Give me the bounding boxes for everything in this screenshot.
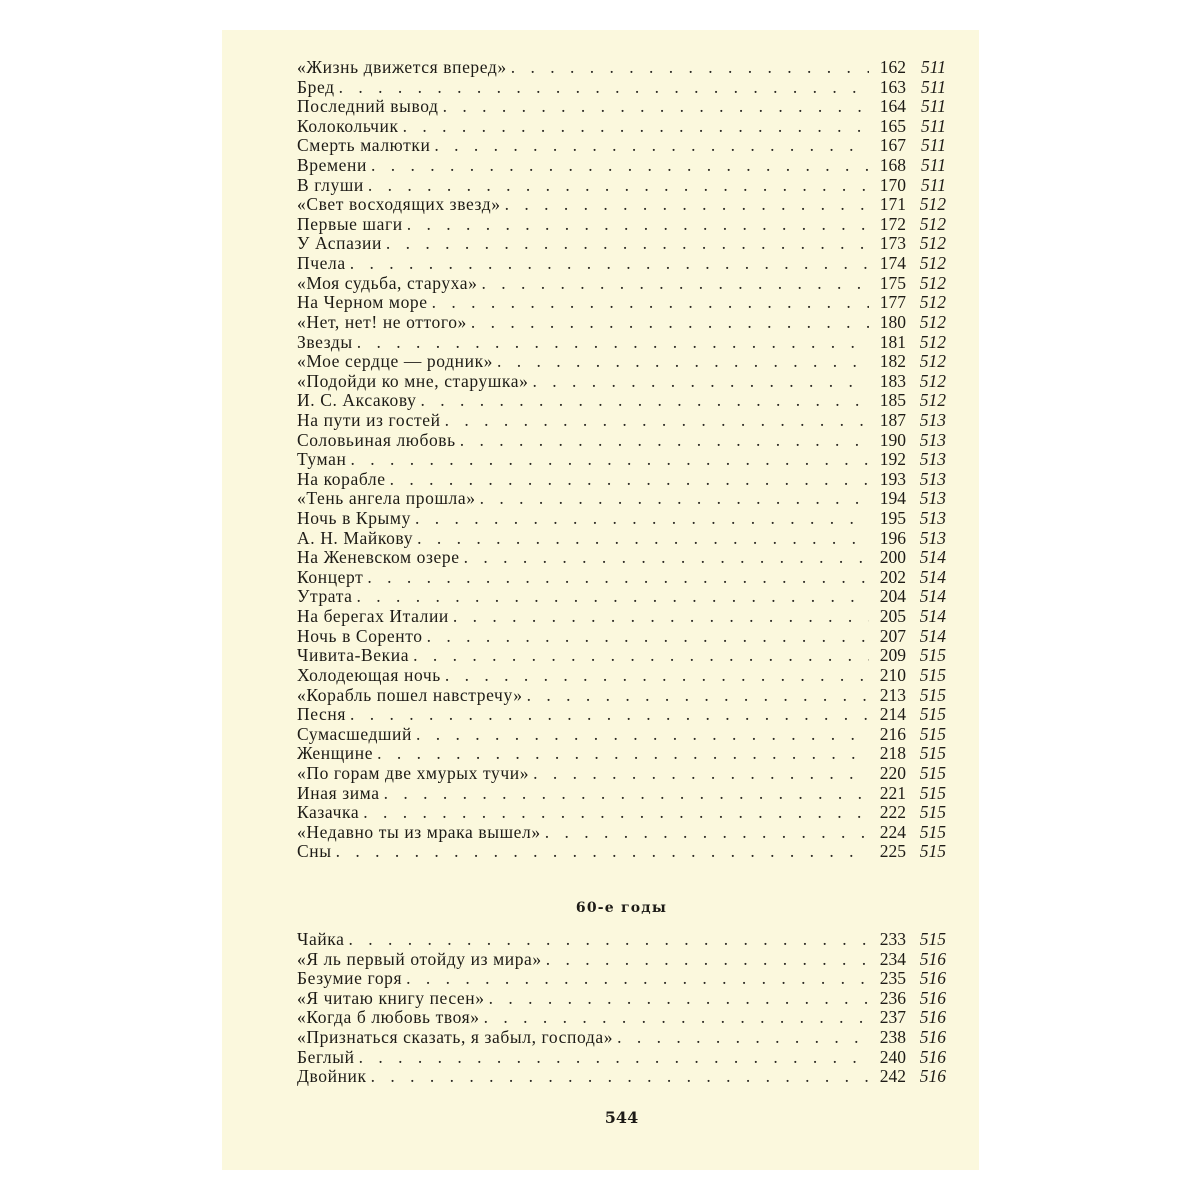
- dot-leader: [350, 705, 869, 725]
- toc-entry-note-page: 513: [919, 488, 946, 509]
- dot-leader: [368, 176, 869, 196]
- toc-entry: [297, 156, 946, 176]
- toc-entry: [297, 195, 946, 215]
- toc-entry: [297, 78, 946, 98]
- toc-entry-note-page: 515: [919, 929, 946, 949]
- toc-entry-page: 181: [879, 331, 906, 352]
- toc-entry-page: 196: [879, 527, 906, 548]
- dot-leader: [377, 744, 869, 764]
- toc-entry-note-page: 513: [919, 429, 946, 450]
- toc-entry: [297, 234, 946, 254]
- dot-leader: [406, 969, 869, 989]
- toc-entry: [297, 627, 946, 647]
- toc-entry: [297, 372, 946, 392]
- dot-leader: [484, 1008, 869, 1028]
- toc-entry-page: 237: [879, 1007, 906, 1028]
- toc-entry-note-page: 516: [919, 948, 946, 969]
- toc-entry-page: 213: [879, 684, 906, 705]
- toc-entry-title: «Свет восходящих звезд»: [297, 194, 501, 215]
- toc-entry: [297, 489, 946, 509]
- toc-entry-page: 162: [879, 57, 906, 77]
- toc-entry: [297, 176, 946, 196]
- dot-leader: [471, 313, 869, 333]
- toc-entry-title: Колокольчик: [297, 115, 399, 136]
- toc-entry-title: «Нет, нет! не оттого»: [297, 311, 467, 332]
- toc-entry: [297, 764, 946, 784]
- toc-entry-note-page: 515: [919, 782, 946, 803]
- toc-entry: [297, 274, 946, 294]
- toc-entry-note-page: 515: [919, 704, 946, 725]
- toc-entry-page: 164: [879, 96, 906, 117]
- toc-entry: [297, 705, 946, 725]
- toc-entry-note-page: 516: [919, 968, 946, 989]
- toc-entry: [297, 509, 946, 529]
- toc-entry-note-page: 512: [919, 194, 946, 215]
- toc-entry-page: 187: [879, 409, 906, 430]
- toc-entry-title: «Жизнь движется вперед»: [297, 57, 507, 77]
- toc-entry-note-page: 512: [919, 233, 946, 254]
- toc-entry: [297, 1067, 946, 1087]
- toc-entry-note-page: 512: [919, 311, 946, 332]
- toc-entry-title: На пути из гостей: [297, 409, 441, 430]
- dot-leader: [533, 764, 869, 784]
- toc-entry-note-page: 512: [919, 292, 946, 313]
- toc-entry-title: В глуши: [297, 174, 364, 195]
- toc-entry-page: 163: [879, 76, 906, 97]
- toc-entry-title: Туман: [297, 449, 347, 470]
- toc-entry-title: Беглый: [297, 1046, 355, 1067]
- toc-entry-title: Казачка: [297, 802, 360, 823]
- toc-entry-note-page: 514: [919, 586, 946, 607]
- toc-entry-page: 240: [879, 1046, 906, 1067]
- toc-entry: [297, 470, 946, 490]
- toc-entry-title: Безумие горя: [297, 968, 403, 989]
- toc-entry: [297, 744, 946, 764]
- toc-entry-note-page: 511: [921, 174, 946, 195]
- toc-entry-title: На корабле: [297, 468, 386, 489]
- toc-entry: [297, 548, 946, 568]
- toc-entry-note-page: 515: [919, 802, 946, 823]
- toc-entry-title: «Признаться сказать, я забыл, господа»: [297, 1027, 614, 1048]
- toc-entry-title: Соловьиная любовь: [297, 429, 456, 450]
- toc-entry-title: «Я ль первый отойду из мира»: [297, 948, 542, 969]
- dot-leader: [417, 529, 869, 549]
- dot-leader: [453, 607, 869, 627]
- toc-entry-note-page: 514: [919, 547, 946, 568]
- toc-entry: [297, 784, 946, 804]
- page-number: 544: [604, 1108, 639, 1127]
- toc-entry-title: Чивита-Векиа: [297, 645, 410, 666]
- dot-leader: [545, 823, 869, 843]
- toc-entry: [297, 254, 946, 274]
- toc-entry-note-page: 515: [919, 645, 946, 666]
- dot-leader: [505, 195, 869, 215]
- section-heading: 60-е годы: [575, 900, 668, 916]
- toc-entry: [297, 803, 946, 823]
- dot-leader: [617, 1028, 869, 1048]
- toc-entry-title: «Моя судьба, старуха»: [297, 272, 478, 293]
- toc-entry-page: 180: [879, 311, 906, 332]
- dot-leader: [546, 950, 869, 970]
- toc-entry-title: «Подойди ко мне, старушка»: [297, 370, 529, 391]
- toc-entry-page: 224: [879, 821, 906, 842]
- toc-entry-title: Ночь в Крыму: [297, 508, 411, 529]
- toc-entry-title: Пчела: [297, 253, 346, 274]
- toc-entry-title: Сны: [297, 841, 332, 862]
- toc-entry-title: Первые шаги: [297, 213, 403, 234]
- toc-entry-title: Утрата: [297, 586, 353, 607]
- toc-entry-page: 225: [879, 841, 906, 862]
- dot-leader: [390, 470, 869, 490]
- toc-entry-note-page: 515: [919, 743, 946, 764]
- toc-entry-page: 171: [879, 194, 906, 215]
- toc-entry-note-page: 515: [919, 841, 946, 862]
- toc-entry-page: 222: [879, 802, 906, 823]
- toc-entry-note-page: 516: [919, 1046, 946, 1067]
- toc-entry-title: Времени: [297, 155, 367, 176]
- dot-leader: [386, 234, 869, 254]
- toc-entry-title: Песня: [297, 704, 347, 725]
- toc-entry: [297, 930, 946, 950]
- toc-entry: [297, 431, 946, 451]
- dot-leader: [371, 156, 869, 176]
- dot-leader: [349, 930, 869, 950]
- toc-entry: [297, 97, 946, 117]
- toc-entry: [297, 568, 946, 588]
- dot-leader: [533, 372, 870, 392]
- toc-entry-page: 172: [879, 213, 906, 234]
- toc-entry: [297, 646, 946, 666]
- toc-entry: [297, 842, 946, 862]
- toc-entry-title: «Мое сердце — родник»: [297, 351, 494, 372]
- toc-entry-page: 170: [879, 174, 906, 195]
- toc-entry-title: Чайка: [297, 929, 345, 949]
- toc-entry: [297, 666, 946, 686]
- toc-entry-title: На Черном море: [297, 292, 428, 313]
- toc-entry-note-page: 515: [919, 664, 946, 685]
- dot-leader: [384, 784, 869, 804]
- toc-entry-title: Звезды: [297, 331, 353, 352]
- toc-entry-title: «Я читаю книгу песен»: [297, 987, 485, 1008]
- toc-entry: [297, 1008, 946, 1028]
- toc-entry-title: А. Н. Майкову: [297, 527, 414, 548]
- toc-entry: [297, 391, 946, 411]
- toc-entry-page: 205: [879, 606, 906, 627]
- toc-entry-page: 175: [879, 272, 906, 293]
- toc-entry-page: 210: [879, 664, 906, 685]
- toc-entry-title: Концерт: [297, 566, 364, 587]
- toc-entry-note-page: 511: [921, 57, 946, 77]
- dot-leader: [464, 548, 869, 568]
- dot-leader: [420, 391, 869, 411]
- dot-leader: [357, 333, 869, 353]
- toc-entry: [297, 587, 946, 607]
- dot-leader: [427, 627, 869, 647]
- dot-leader: [363, 803, 869, 823]
- toc-entry: [297, 450, 946, 470]
- toc-entry-note-page: 512: [919, 272, 946, 293]
- toc-entry: [297, 117, 946, 137]
- dot-leader: [357, 587, 869, 607]
- toc-entry-page: 218: [879, 743, 906, 764]
- toc-entry-page: 168: [879, 155, 906, 176]
- toc-entry: [297, 529, 946, 549]
- dot-leader: [511, 58, 869, 78]
- toc-entry-title: «Корабль пошел навстречу»: [297, 684, 523, 705]
- toc-entry-page: 185: [879, 390, 906, 411]
- toc-entry: [297, 823, 946, 843]
- dot-leader: [480, 489, 869, 509]
- toc-entry-title: «По горам две хмурых тучи»: [297, 762, 530, 783]
- toc-entry: [297, 969, 946, 989]
- toc-entry-page: 192: [879, 449, 906, 470]
- toc-entry-note-page: 511: [921, 96, 946, 117]
- dot-leader: [403, 117, 869, 137]
- toc-entry-page: 202: [879, 566, 906, 587]
- toc-entry-title: Сумасшедший: [297, 723, 412, 744]
- toc-entry-title: Женщине: [297, 743, 374, 764]
- dot-leader: [359, 1048, 869, 1068]
- toc-entry-note-page: 513: [919, 527, 946, 548]
- toc-entry-note-page: 511: [921, 135, 946, 156]
- dot-leader: [432, 293, 869, 313]
- toc-entry-page: 174: [879, 253, 906, 274]
- toc-list-bottom: [297, 930, 946, 1087]
- dot-leader: [339, 78, 869, 98]
- toc-entry-note-page: 513: [919, 449, 946, 470]
- toc-entry-page: 207: [879, 625, 906, 646]
- toc-entry: [297, 333, 946, 353]
- dot-leader: [434, 136, 869, 156]
- toc-entry: [297, 215, 946, 235]
- toc-entry-page: 195: [879, 508, 906, 529]
- toc-entry-note-page: 515: [919, 762, 946, 783]
- toc-entry-page: 220: [879, 762, 906, 783]
- toc-entry: [297, 58, 946, 78]
- toc-entry-note-page: 513: [919, 468, 946, 489]
- toc-entry-note-page: 511: [921, 155, 946, 176]
- toc-entry-note-page: 515: [919, 684, 946, 705]
- toc-entry: [297, 136, 946, 156]
- toc-entry-note-page: 515: [919, 821, 946, 842]
- toc-entry-title: Ночь в Соренто: [297, 625, 423, 646]
- dot-leader: [415, 509, 869, 529]
- toc-entry: [297, 313, 946, 333]
- dot-leader: [350, 450, 869, 470]
- toc-entry: [297, 411, 946, 431]
- toc-entry: [297, 950, 946, 970]
- toc-entry-note-page: 515: [919, 723, 946, 744]
- toc-entry-note-page: 512: [919, 213, 946, 234]
- toc-entry-title: «Когда б любовь твоя»: [297, 1007, 480, 1028]
- toc-entry-page: 165: [879, 115, 906, 136]
- dot-leader: [413, 646, 869, 666]
- toc-entry-note-page: 512: [919, 351, 946, 372]
- toc-entry: [297, 352, 946, 372]
- dot-leader: [367, 568, 869, 588]
- toc-entry-page: 177: [879, 292, 906, 313]
- toc-entry-title: Последний вывод: [297, 96, 439, 117]
- toc-entry-page: 183: [879, 370, 906, 391]
- toc-entry-page: 221: [879, 782, 906, 803]
- toc-entry-note-page: 514: [919, 566, 946, 587]
- toc-entry-page: 238: [879, 1027, 906, 1048]
- toc-entry-page: 194: [879, 488, 906, 509]
- toc-entry-title: Бред: [297, 76, 335, 97]
- toc-entry: [297, 686, 946, 706]
- toc-entry-note-page: 511: [921, 115, 946, 136]
- dot-leader: [443, 97, 869, 117]
- dot-leader: [416, 725, 869, 745]
- toc-entry-note-page: 516: [919, 1007, 946, 1028]
- dot-leader: [350, 254, 869, 274]
- toc-entry-note-page: 516: [919, 1027, 946, 1048]
- toc-entry-title: Иная зима: [297, 782, 380, 803]
- toc-entry-page: 173: [879, 233, 906, 254]
- toc-entry-page: 190: [879, 429, 906, 450]
- dot-leader: [527, 686, 869, 706]
- toc-entry-title: И. С. Аксакову: [297, 390, 417, 411]
- dot-leader: [482, 274, 869, 294]
- toc-entry-page: 200: [879, 547, 906, 568]
- toc-entry-page: 235: [879, 968, 906, 989]
- toc-entry-note-page: 512: [919, 331, 946, 352]
- toc-entry-page: 216: [879, 723, 906, 744]
- toc-entry-title: На берегах Италии: [297, 606, 449, 627]
- toc-entry-page: 167: [879, 135, 906, 156]
- toc-entry-note-page: 514: [919, 625, 946, 646]
- toc-entry-page: 236: [879, 987, 906, 1008]
- toc-entry-title: «Недавно ты из мрака вышел»: [297, 821, 541, 842]
- toc-entry-title: Холодеющая ночь: [297, 664, 441, 685]
- toc-entry-page: 193: [879, 468, 906, 489]
- toc-entry: [297, 607, 946, 627]
- toc-entry-note-page: 512: [919, 253, 946, 274]
- dot-leader: [489, 989, 869, 1009]
- toc-entry-page: 242: [879, 1066, 906, 1087]
- toc-entry-title: Двойник: [297, 1066, 367, 1087]
- dot-leader: [445, 666, 869, 686]
- toc-list-top: [297, 58, 946, 862]
- toc-entry-note-page: 516: [919, 1066, 946, 1087]
- dot-leader: [371, 1067, 869, 1087]
- toc-entry: [297, 1028, 946, 1048]
- dot-leader: [445, 411, 869, 431]
- dot-leader: [497, 352, 869, 372]
- toc-entry-note-page: 514: [919, 606, 946, 627]
- toc-entry-page: 214: [879, 704, 906, 725]
- toc-entry-title: На Женевском озере: [297, 547, 460, 568]
- toc-entry-note-page: 513: [919, 508, 946, 529]
- toc-entry: [297, 725, 946, 745]
- toc-entry-note-page: 511: [921, 76, 946, 97]
- toc-entry-title: Смерть малютки: [297, 135, 431, 156]
- toc-entry-page: 182: [879, 351, 906, 372]
- toc-entry-title: У Аспазии: [297, 233, 382, 254]
- toc-entry: [297, 1048, 946, 1068]
- toc-entry-page: 209: [879, 645, 906, 666]
- toc-entry: [297, 989, 946, 1009]
- toc-entry-title: «Тень ангела прошла»: [297, 488, 476, 509]
- dot-leader: [407, 215, 869, 235]
- toc-entry-note-page: 512: [919, 370, 946, 391]
- toc-entry-page: 204: [879, 586, 906, 607]
- dot-leader: [460, 431, 869, 451]
- dot-leader: [336, 842, 869, 862]
- toc-entry-page: 234: [879, 948, 906, 969]
- toc-entry-note-page: 512: [919, 390, 946, 411]
- toc-entry-page: 233: [879, 929, 906, 949]
- toc-entry-note-page: 513: [919, 409, 946, 430]
- toc-entry-note-page: 516: [919, 987, 946, 1008]
- toc-entry: [297, 293, 946, 313]
